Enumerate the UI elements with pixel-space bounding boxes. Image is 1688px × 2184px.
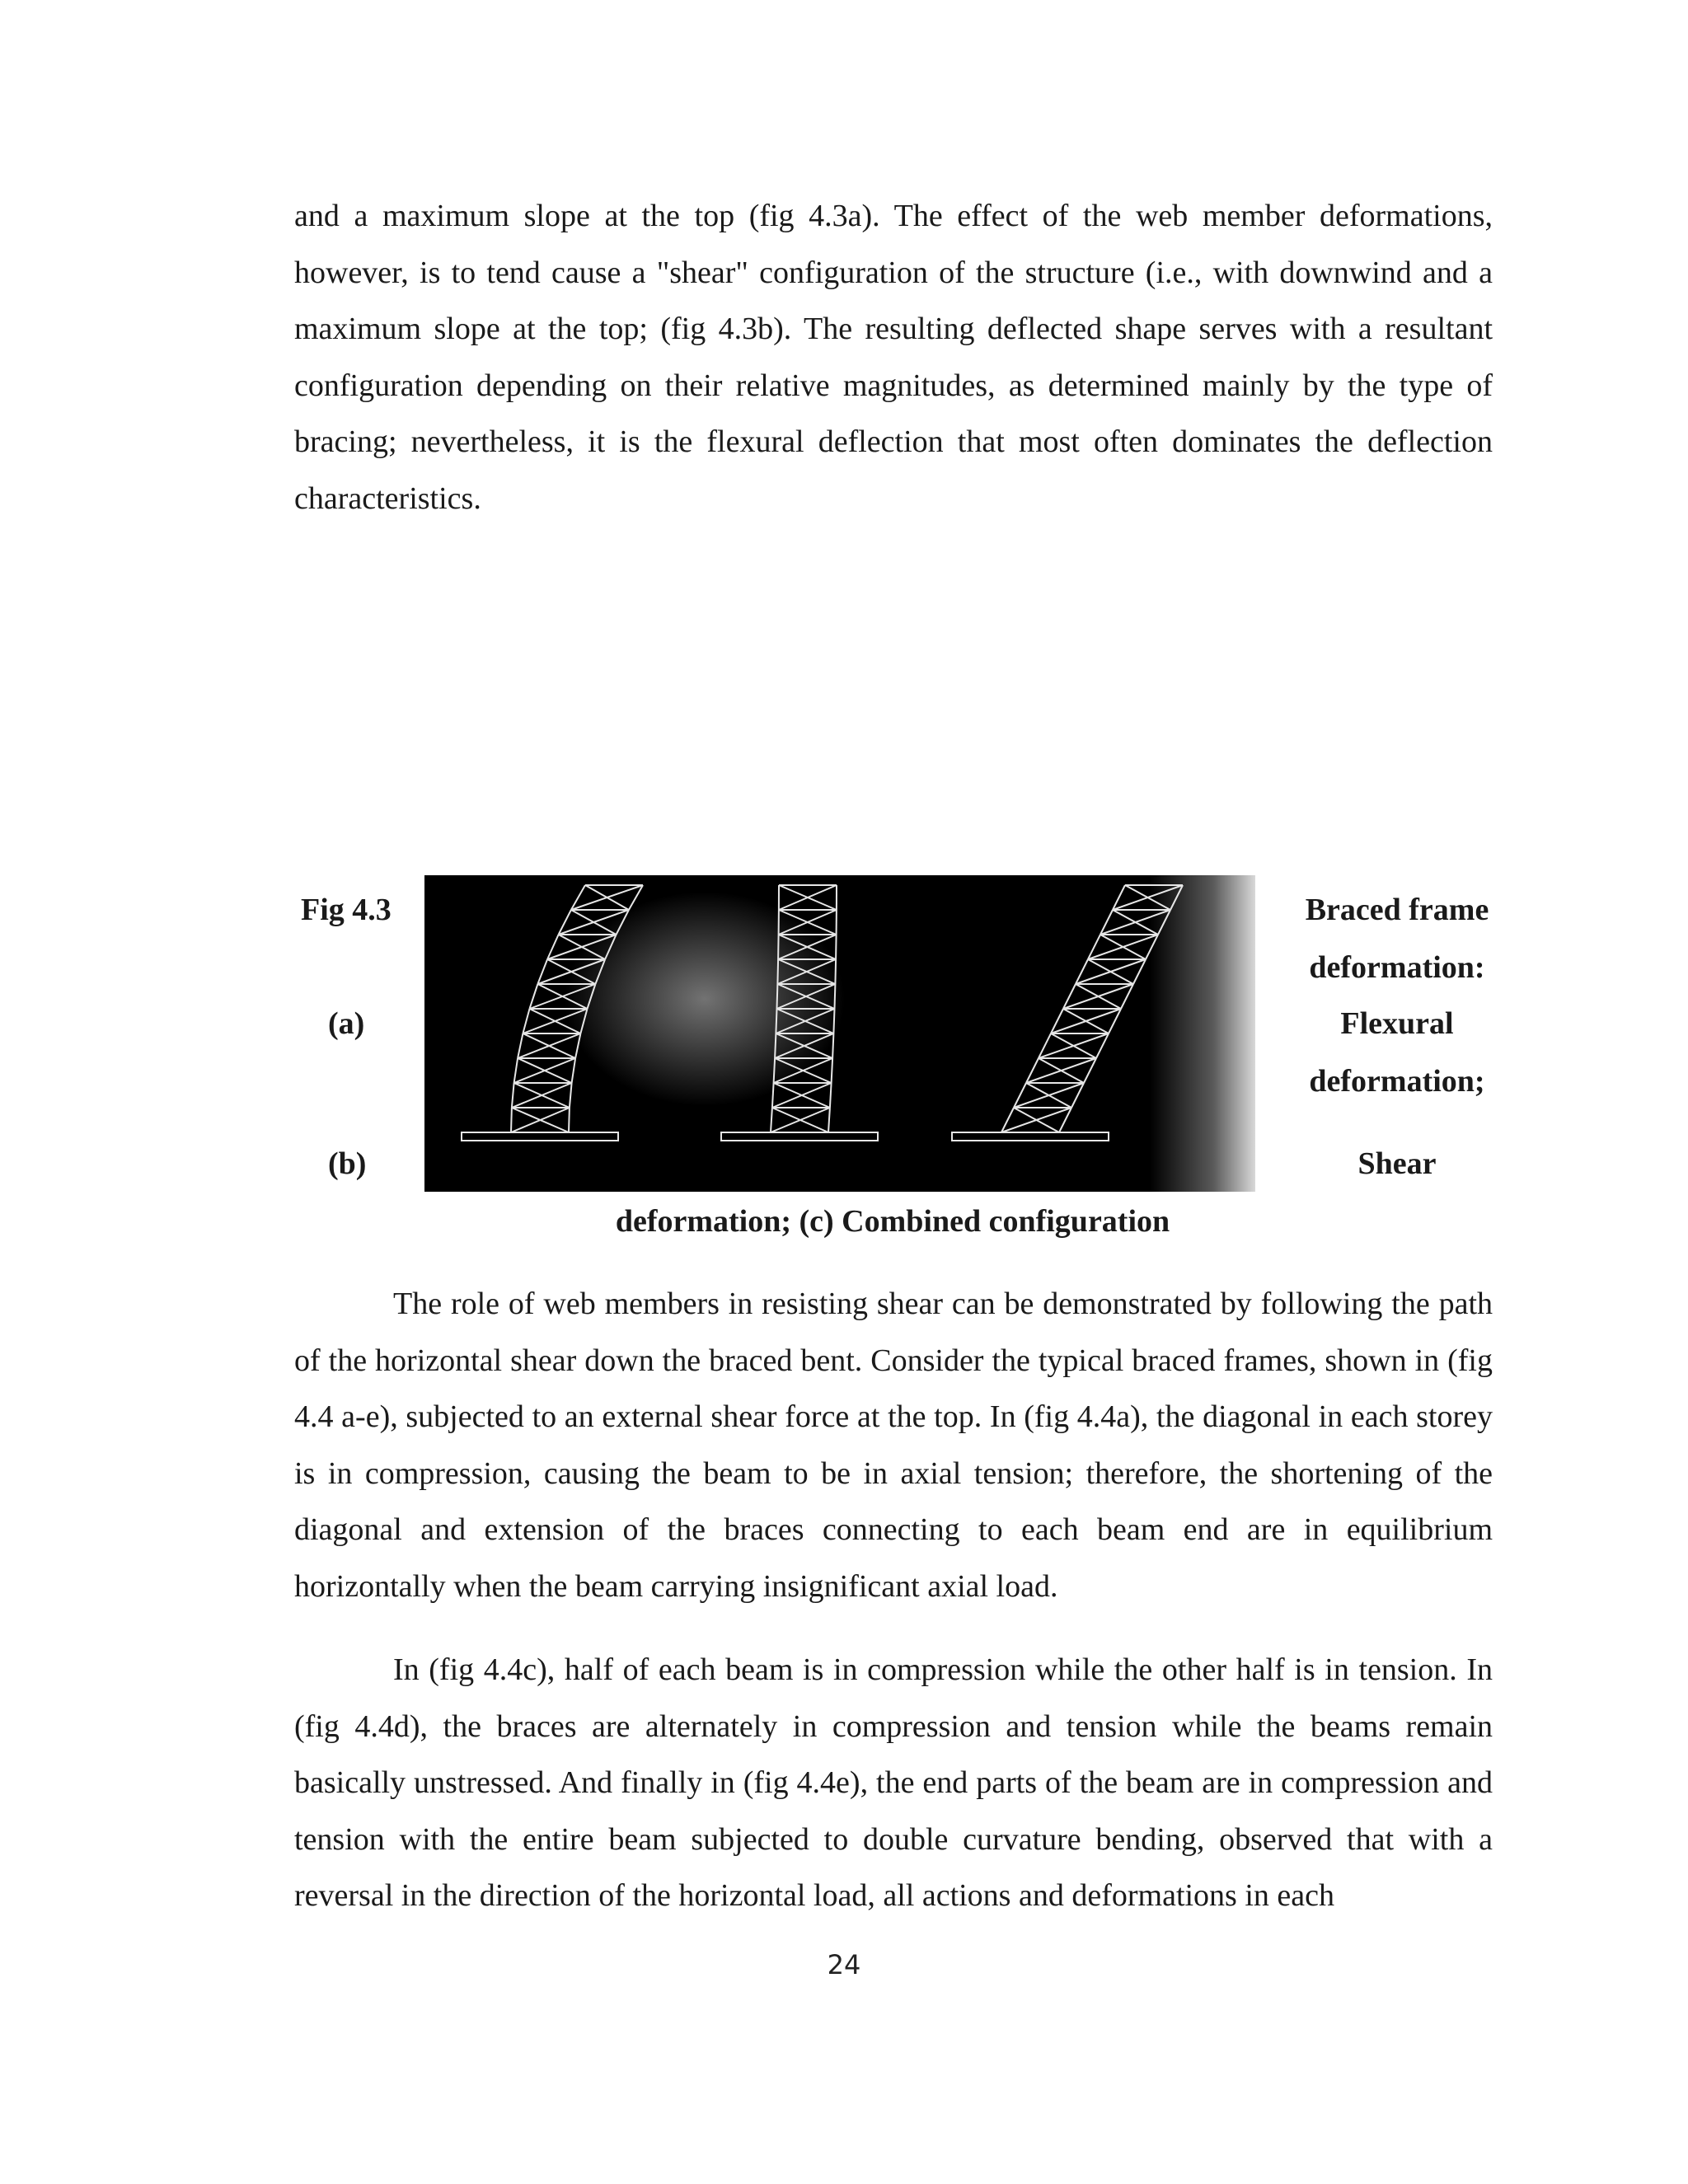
- caption-line: deformation:: [1309, 950, 1485, 985]
- paragraph-beam-actions: In (fig 4.4c), half of each beam is in compression while the other half is in tension. In (fig 4.4d), the braces are alternately in compression and tension while the beams remain basically unstressed. And finally in (fig 4.4e), the end parts of the beam are in compression and tension with the entire beam subjected to double curvature bending, observed that with a reversal in the direction of the horizontal load, all actions and deformations in each: [294, 1652, 1493, 1913]
- frame-combined: [952, 885, 1183, 1141]
- caption-line: Flexural: [1340, 1006, 1454, 1041]
- braced-frame-image: [424, 875, 1255, 1192]
- caption-line: deformation; (c) Combined configuration: [615, 1204, 1170, 1239]
- edge-noise: [1150, 875, 1255, 1192]
- paragraph-deflection: and a maximum slope at the top (fig 4.3a). The effect of the web member deformations, however, is to tend cause a "shear" configuration of the structure (i.e., with downwind and a maximum slope at the top; (fig 4.3b). The resulting deflected shape serves with a resultant configuration depending on their relative magnitudes, as determined mainly by the type of bracing; nevertheless, it is the flexural deflection that most often dominates the deflection characteristics.: [294, 199, 1493, 516]
- caption-line: Shear: [1357, 1146, 1437, 1181]
- paragraph-web-members: The role of web members in resisting shear can be demonstrated by following the path of the horizontal shear down the braced bent. Consider the typical braced frames, shown in (fig 4.4 a-e), subjected to an external shear force at the top. In (fig 4.4a), the diagonal in each storey is in compression, causing the beam to be in axial tension; therefore, the shortening of the diagonal and extension of the braces connecting to each beam end are in equilibrium horizontally when the beam carrying insignificant axial load.: [294, 1286, 1493, 1604]
- caption-line: Braced frame: [1305, 893, 1489, 927]
- figure-label: Fig 4.3: [301, 893, 392, 927]
- figure-part-a-label: (a): [328, 1006, 365, 1041]
- page-number: 24: [827, 1949, 861, 1980]
- figure-part-b-label: (b): [328, 1146, 367, 1181]
- caption-line: deformation;: [1309, 1064, 1485, 1099]
- braced-frame-deformation-figure: [424, 875, 1255, 1192]
